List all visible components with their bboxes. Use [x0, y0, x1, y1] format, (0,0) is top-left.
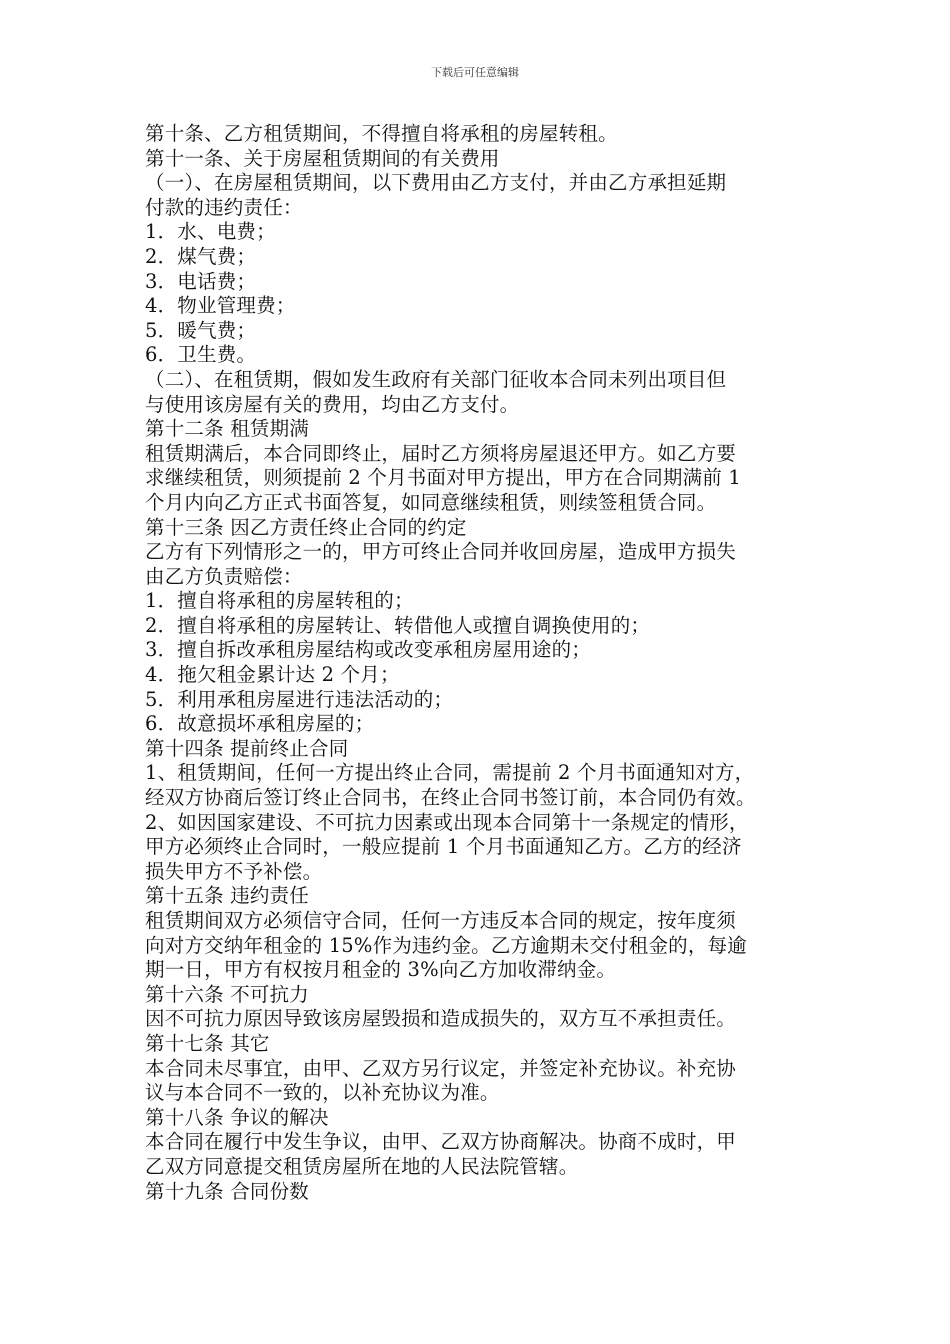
text-line: 第十二条 租赁期满 [145, 417, 309, 441]
text-line: 乙方有下列情形之一的，甲方可终止合同并收回房屋，造成甲方损失 [145, 540, 737, 564]
text-line: 6．卫生费。 [145, 343, 257, 367]
text-line: 2、如因国家建设、不可抗力因素或出现本合同第十一条规定的情形， [145, 810, 749, 834]
text-line: 期一日，甲方有权按月租金的 3%向乙方加收滞纳金。 [145, 958, 617, 982]
text-line: 6．故意损坏承租房屋的； [145, 712, 375, 736]
text-line: 3．擅自拆改承租房屋结构或改变承租房屋用途的； [145, 638, 592, 662]
document-body [145, 122, 810, 1204]
text-line: 2．煤气费； [145, 244, 257, 268]
text-line: 4．物业管理费； [145, 294, 296, 318]
text-line: 第十五条 违约责任 [145, 884, 309, 908]
text-line: 本合同在履行中发生争议，由甲、乙双方协商解决。协商不成时，甲 [145, 1130, 737, 1154]
text-line: 经双方协商后签订终止合同书，在终止合同书签订前，本合同仍有效。 [145, 786, 756, 810]
text-line: 5．暖气费； [145, 318, 257, 342]
text-line: 第十八条 争议的解决 [145, 1105, 329, 1129]
text-line: 租赁期满后，本合同即终止，届时乙方须将房屋退还甲方。如乙方要 [145, 441, 737, 465]
text-line: 第十四条 提前终止合同 [145, 736, 349, 760]
text-line: 本合同未尽事宜，由甲、乙双方另行议定，并签定补充协议。补充协 [145, 1056, 737, 1080]
text-line: 求继续租赁，则须提前 2 个月书面对甲方提出，甲方在合同期满前 1 [145, 466, 742, 490]
text-line: 2．擅自将承租的房屋转让、转借他人或擅自调换使用的； [145, 613, 651, 637]
text-line: 因不可抗力原因导致该房屋毁损和造成损失的，双方互不承担责任。 [145, 1007, 737, 1031]
text-line: 损失甲方不予补偿。 [145, 859, 323, 883]
text-line: 第十条、乙方租赁期间，不得擅自将承租的房屋转租。 [145, 122, 618, 145]
text-line: 向对方交纳年租金的 15%作为违约金。乙方逾期未交付租金的，每逾 [145, 933, 747, 957]
text-line: 付款的违约责任： [145, 195, 303, 219]
text-line: 个月内向乙方正式书面答复，如同意继续租赁，则续签租赁合同。 [145, 490, 717, 514]
text-line: 甲方必须终止合同时，一般应提前 1 个月书面通知乙方。乙方的经济 [145, 835, 742, 859]
text-line: 4．拖欠租金累计达 2 个月； [145, 663, 400, 687]
text-line: 第十六条 不可抗力 [145, 982, 309, 1006]
text-line: （二）、在租赁期，假如发生政府有关部门征收本合同未列出项目但 [145, 367, 727, 391]
text-line: 5．利用承租房屋进行违法活动的； [145, 687, 454, 711]
text-line: 议与本合同不一致的，以补充协议为准。 [145, 1081, 500, 1105]
text-line: 乙双方同意提交租赁房屋所在地的人民法院管辖。 [145, 1154, 579, 1178]
text-line: 1．擅自将承租的房屋转租的； [145, 589, 414, 613]
text-line: 由乙方负责赔偿： [145, 564, 303, 588]
text-line: 租赁期间双方必须信守合同，任何一方违反本合同的规定，按年度须 [145, 909, 737, 932]
page-header: 下载后可任意编辑 [431, 66, 519, 79]
text-line: 第十三条 因乙方责任终止合同的约定 [145, 515, 467, 539]
text-line: 1．水、电费； [145, 220, 276, 244]
text-line: 1、租赁期间，任何一方提出终止合同，需提前 2 个月书面通知对方， [145, 761, 755, 785]
text-line: 与使用该房屋有关的费用，均由乙方支付。 [145, 392, 520, 416]
text-line: 第十九条 合同份数 [145, 1179, 309, 1203]
text-line: 第十一条、关于房屋租赁期间的有关费用 [145, 146, 500, 170]
text-line: 3．电话费； [145, 269, 257, 293]
text-line: （一）、在房屋租赁期间，以下费用由乙方支付，并由乙方承担延期 [145, 171, 727, 195]
text-line: 第十七条 其它 [145, 1031, 270, 1055]
